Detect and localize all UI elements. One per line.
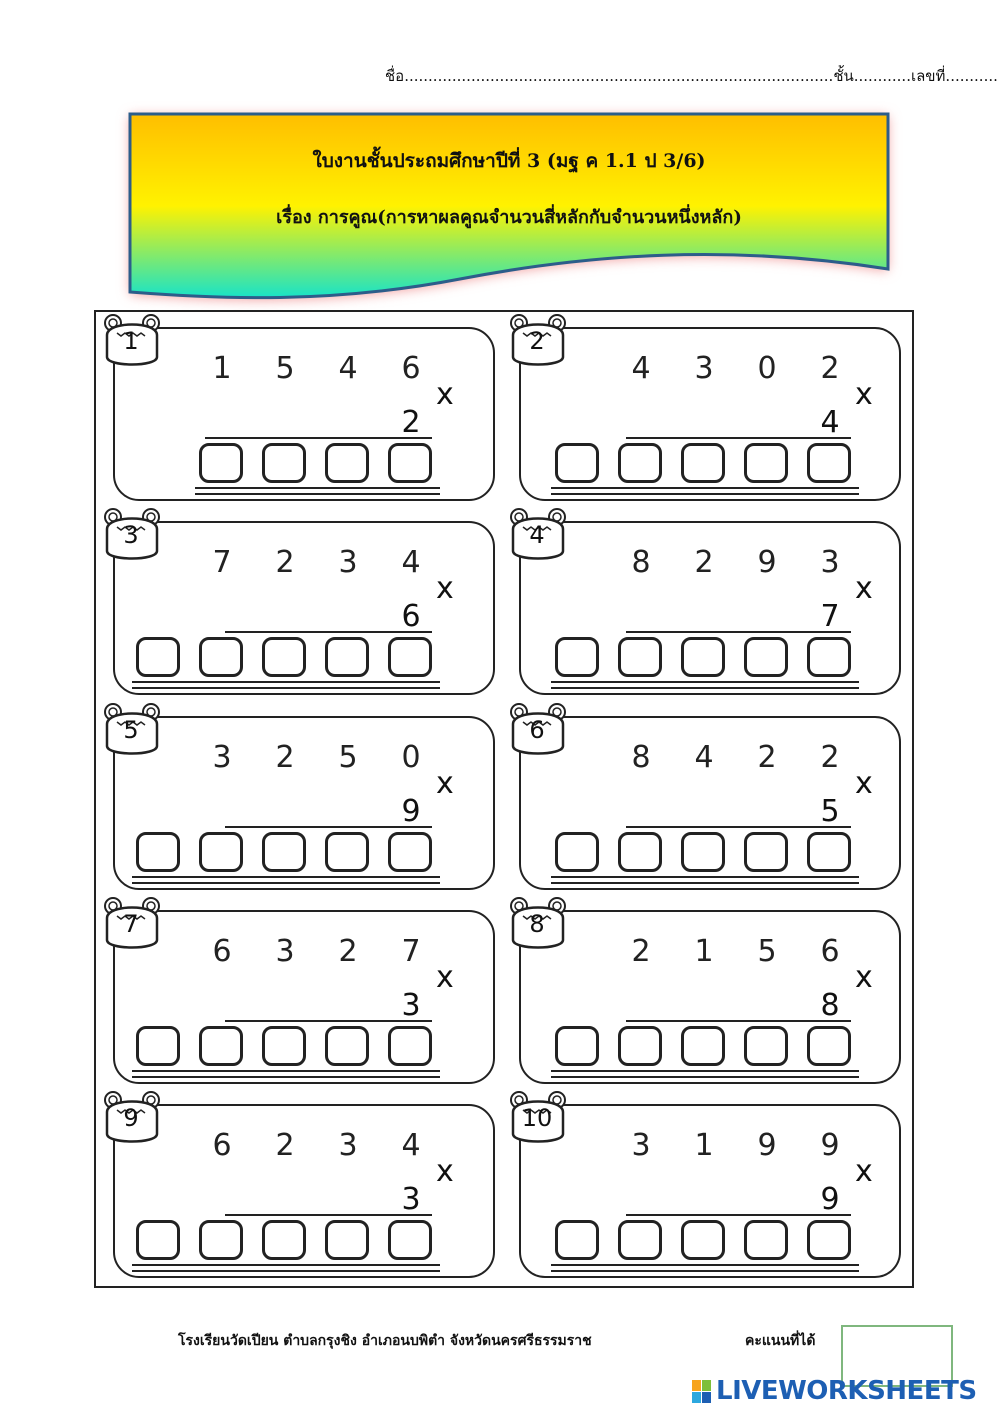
answer-box[interactable] bbox=[618, 637, 662, 677]
multiplicand-digit: 2 bbox=[694, 545, 714, 580]
multiplicand-digit: 1 bbox=[694, 934, 714, 969]
bear-badge-icon bbox=[103, 313, 165, 371]
multiplicand-digit: 6 bbox=[401, 351, 421, 386]
multiplicand-digit: 4 bbox=[401, 1128, 421, 1163]
multiply-sign: x bbox=[855, 960, 873, 995]
answer-box[interactable] bbox=[807, 1220, 851, 1260]
multiplicand-digit: 3 bbox=[338, 545, 358, 580]
answer-box[interactable] bbox=[136, 832, 180, 872]
multiplicand-digit: 4 bbox=[401, 545, 421, 580]
answer-box[interactable] bbox=[681, 1026, 725, 1066]
liveworksheets-logo-icon bbox=[692, 1380, 712, 1404]
answer-box[interactable] bbox=[555, 832, 599, 872]
answer-box[interactable] bbox=[555, 1220, 599, 1260]
answer-double-underline bbox=[132, 1070, 440, 1078]
answer-box[interactable] bbox=[744, 832, 788, 872]
multiply-sign: x bbox=[855, 1154, 873, 1189]
multiplicand-digit: 2 bbox=[757, 740, 777, 775]
multiplicand-digit: 2 bbox=[338, 934, 358, 969]
answer-double-underline bbox=[195, 487, 440, 495]
multiplicand-digit: 3 bbox=[275, 934, 295, 969]
bear-badge-icon bbox=[103, 507, 165, 565]
multiply-sign: x bbox=[855, 766, 873, 801]
multiplicand-digit: 9 bbox=[820, 1128, 840, 1163]
multiplier-digit: 3 bbox=[401, 988, 421, 1023]
multiplicand-digit: 2 bbox=[275, 545, 295, 580]
answer-double-underline bbox=[551, 876, 859, 884]
answer-box[interactable] bbox=[262, 637, 306, 677]
answer-box[interactable] bbox=[199, 832, 243, 872]
problem-card bbox=[519, 1104, 901, 1278]
answer-box[interactable] bbox=[555, 1026, 599, 1066]
product-line bbox=[626, 826, 851, 828]
multiplicand-digit: 5 bbox=[757, 934, 777, 969]
problem-number: 2 bbox=[529, 327, 545, 355]
answer-box[interactable] bbox=[136, 1220, 180, 1260]
answer-box[interactable] bbox=[325, 443, 369, 483]
multiplicand-digit: 7 bbox=[212, 545, 232, 580]
multiplicand-digit: 4 bbox=[631, 351, 651, 386]
answer-box[interactable] bbox=[555, 637, 599, 677]
multiplier-digit: 2 bbox=[401, 405, 421, 440]
bear-badge-icon bbox=[509, 507, 571, 565]
answer-double-underline bbox=[551, 487, 859, 495]
multiplicand-digit: 2 bbox=[275, 740, 295, 775]
problem-card bbox=[113, 1104, 495, 1278]
answer-box[interactable] bbox=[681, 832, 725, 872]
answer-box[interactable] bbox=[681, 443, 725, 483]
product-line bbox=[205, 437, 432, 439]
worksheet-subtitle: เรื่อง การคูณ(การหาผลคูณจำนวนสี่หลักกับจำนวนหนึ่งหลัก) bbox=[276, 207, 742, 228]
multiplicand-digit: 5 bbox=[275, 351, 295, 386]
problem-number: 3 bbox=[123, 521, 139, 549]
answer-box[interactable] bbox=[388, 1220, 432, 1260]
multiplier-digit: 7 bbox=[820, 599, 840, 634]
answer-double-underline bbox=[551, 1070, 859, 1078]
multiplicand-digit: 9 bbox=[757, 545, 777, 580]
multiplicand-digit: 4 bbox=[694, 740, 714, 775]
multiplier-digit: 5 bbox=[820, 794, 840, 829]
multiply-sign: x bbox=[855, 571, 873, 606]
multiply-sign: x bbox=[436, 960, 454, 995]
answer-box[interactable] bbox=[681, 1220, 725, 1260]
answer-box[interactable] bbox=[618, 832, 662, 872]
answer-box[interactable] bbox=[136, 637, 180, 677]
answer-box[interactable] bbox=[744, 443, 788, 483]
multiplicand-digit: 2 bbox=[820, 740, 840, 775]
product-line bbox=[626, 1020, 851, 1022]
multiply-sign: x bbox=[855, 377, 873, 412]
multiplicand-digit: 2 bbox=[275, 1128, 295, 1163]
multiplicand-digit: 1 bbox=[694, 1128, 714, 1163]
answer-box[interactable] bbox=[388, 832, 432, 872]
problem-number: 5 bbox=[123, 716, 139, 744]
student-info-line: ชื่อ..........................................................................................ชั้น............เลขที่........... bbox=[385, 67, 998, 85]
answer-box[interactable] bbox=[262, 1026, 306, 1066]
multiplicand-digit: 3 bbox=[820, 545, 840, 580]
problem-number: 10 bbox=[521, 1104, 553, 1132]
bear-badge-icon bbox=[509, 1090, 571, 1148]
answer-box[interactable] bbox=[807, 1026, 851, 1066]
multiplier-digit: 9 bbox=[401, 794, 421, 829]
answer-double-underline bbox=[551, 681, 859, 689]
multiplicand-digit: 6 bbox=[820, 934, 840, 969]
answer-double-underline bbox=[132, 1264, 440, 1272]
answer-box[interactable] bbox=[807, 443, 851, 483]
problem-number: 1 bbox=[123, 327, 139, 355]
product-line bbox=[225, 1214, 432, 1216]
answer-box[interactable] bbox=[262, 832, 306, 872]
problem-number: 9 bbox=[123, 1104, 139, 1132]
answer-box[interactable] bbox=[744, 1026, 788, 1066]
answer-box[interactable] bbox=[199, 637, 243, 677]
multiplicand-digit: 8 bbox=[631, 740, 651, 775]
answer-box[interactable] bbox=[262, 443, 306, 483]
answer-box[interactable] bbox=[618, 1220, 662, 1260]
liveworksheets-brand: LIVEWORKSHEETS bbox=[716, 1376, 977, 1406]
multiplicand-digit: 6 bbox=[212, 934, 232, 969]
answer-box[interactable] bbox=[325, 832, 369, 872]
answer-box[interactable] bbox=[618, 443, 662, 483]
answer-box[interactable] bbox=[199, 1026, 243, 1066]
multiplier-digit: 9 bbox=[820, 1182, 840, 1217]
product-line bbox=[225, 1020, 432, 1022]
answer-box[interactable] bbox=[325, 1220, 369, 1260]
problem-number: 8 bbox=[529, 910, 545, 938]
bear-badge-icon bbox=[509, 313, 571, 371]
answer-box[interactable] bbox=[136, 1026, 180, 1066]
multiplicand-digit: 0 bbox=[401, 740, 421, 775]
multiplicand-digit: 3 bbox=[338, 1128, 358, 1163]
multiplicand-digit: 3 bbox=[212, 740, 232, 775]
answer-double-underline bbox=[132, 681, 440, 689]
multiply-sign: x bbox=[436, 571, 454, 606]
worksheet-title: ใบงานชั้นประถมศึกษาปีที่ 3 (มฐ ค 1.1 ป 3/6) bbox=[312, 150, 706, 172]
answer-box[interactable] bbox=[199, 443, 243, 483]
multiplicand-digit: 5 bbox=[338, 740, 358, 775]
answer-box[interactable] bbox=[744, 637, 788, 677]
multiplier-digit: 8 bbox=[820, 988, 840, 1023]
multiplicand-digit: 2 bbox=[820, 351, 840, 386]
problem-card bbox=[519, 716, 901, 890]
product-line bbox=[626, 437, 851, 439]
multiplicand-digit: 1 bbox=[212, 351, 232, 386]
multiplicand-digit: 4 bbox=[338, 351, 358, 386]
answer-box[interactable] bbox=[325, 1026, 369, 1066]
score-label: คะแนนที่ได้ bbox=[745, 1333, 816, 1349]
problem-card bbox=[519, 521, 901, 695]
multiply-sign: x bbox=[436, 766, 454, 801]
multiply-sign: x bbox=[436, 377, 454, 412]
multiplier-digit: 3 bbox=[401, 1182, 421, 1217]
problem-number: 4 bbox=[529, 521, 545, 549]
problem-card bbox=[113, 716, 495, 890]
title-banner bbox=[130, 114, 888, 304]
answer-box[interactable] bbox=[325, 637, 369, 677]
problem-card bbox=[519, 327, 901, 501]
problem-number: 7 bbox=[123, 910, 139, 938]
multiplicand-digit: 7 bbox=[401, 934, 421, 969]
answer-box[interactable] bbox=[555, 443, 599, 483]
problem-card bbox=[519, 910, 901, 1084]
answer-box[interactable] bbox=[744, 1220, 788, 1260]
bear-badge-icon bbox=[103, 896, 165, 954]
answer-double-underline bbox=[551, 1264, 859, 1272]
bear-badge-icon bbox=[509, 702, 571, 760]
problem-number: 6 bbox=[529, 716, 545, 744]
answer-box[interactable] bbox=[388, 1026, 432, 1066]
product-line bbox=[225, 826, 432, 828]
multiplier-digit: 6 bbox=[401, 599, 421, 634]
problem-card bbox=[113, 910, 495, 1084]
answer-box[interactable] bbox=[388, 443, 432, 483]
product-line bbox=[626, 631, 851, 633]
answer-box[interactable] bbox=[262, 1220, 306, 1260]
multiply-sign: x bbox=[436, 1154, 454, 1189]
answer-box[interactable] bbox=[388, 637, 432, 677]
answer-box[interactable] bbox=[199, 1220, 243, 1260]
multiplicand-digit: 2 bbox=[631, 934, 651, 969]
answer-box[interactable] bbox=[807, 832, 851, 872]
product-line bbox=[626, 1214, 851, 1216]
multiplicand-digit: 6 bbox=[212, 1128, 232, 1163]
multiplier-digit: 4 bbox=[820, 405, 840, 440]
multiplicand-digit: 3 bbox=[694, 351, 714, 386]
answer-box[interactable] bbox=[618, 1026, 662, 1066]
bear-badge-icon bbox=[509, 896, 571, 954]
multiplicand-digit: 8 bbox=[631, 545, 651, 580]
answer-box[interactable] bbox=[681, 637, 725, 677]
multiplicand-digit: 0 bbox=[757, 351, 777, 386]
bear-badge-icon bbox=[103, 1090, 165, 1148]
answer-double-underline bbox=[132, 876, 440, 884]
problem-card bbox=[113, 327, 495, 501]
problem-card bbox=[113, 521, 495, 695]
product-line bbox=[225, 631, 432, 633]
multiplicand-digit: 3 bbox=[631, 1128, 651, 1163]
answer-box[interactable] bbox=[807, 637, 851, 677]
multiplicand-digit: 9 bbox=[757, 1128, 777, 1163]
bear-badge-icon bbox=[103, 702, 165, 760]
school-name: โรงเรียนวัดเปียน ตำบลกรุงชิง อำเภอนบพิตำ จังหวัดนครศรีธรรมราช bbox=[178, 1333, 592, 1349]
